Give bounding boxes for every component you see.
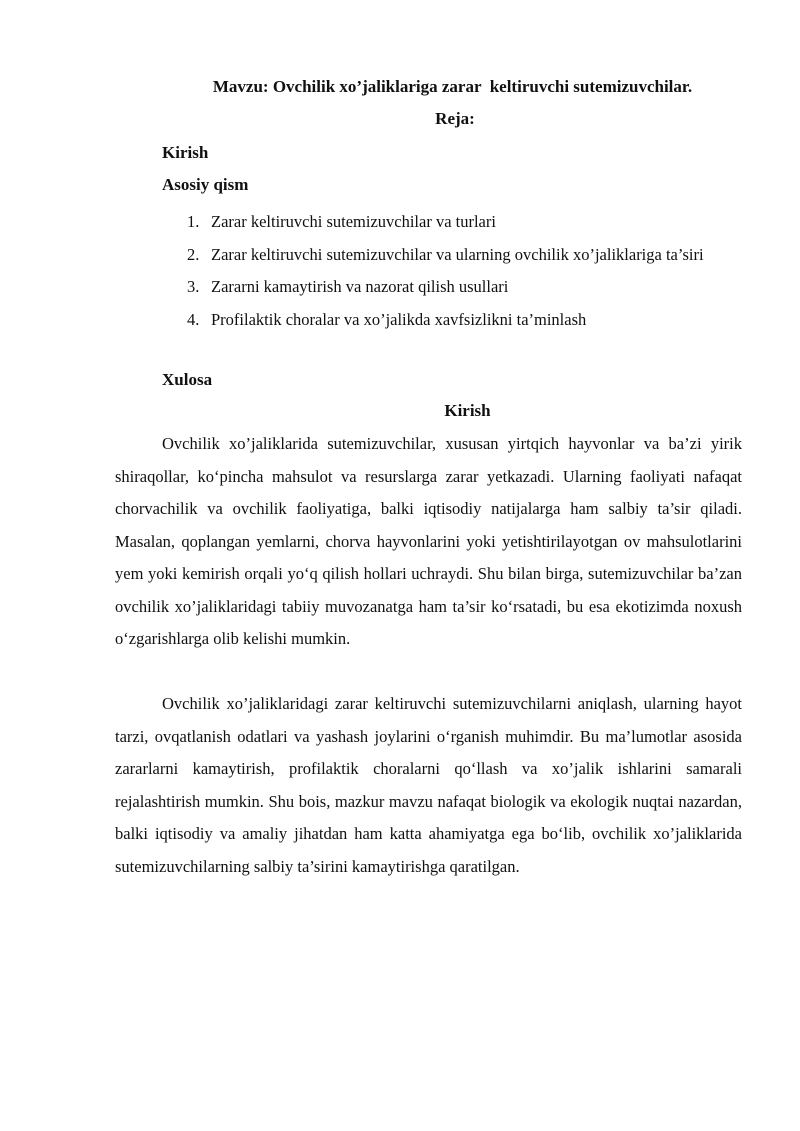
plan-list-item	[187, 239, 747, 272]
plan-list-item	[187, 271, 747, 304]
section-title: Kirish	[444, 401, 491, 420]
plan-heading: Reja:	[435, 109, 475, 128]
plan-item-number: 4.	[187, 309, 200, 329]
plan-item-number: 3.	[187, 277, 200, 296]
plan-item-text: Profilaktik choralar va xo’jalikda xavfsizlikni ta’minlash	[211, 309, 587, 329]
plan-item-text: Zarar keltiruvchi sutemizuvchilar va ularning ovchilik xo’jaliklariga ta’siri	[211, 244, 704, 264]
paragraph: Ovchilik xo’jaliklaridagi zarar keltiruvchi sutemizuvchilarni aniqlash, ularning hayot tarzi, ovqatlanish odatlari va yashash joylarini o‘rganish muhimdir. Bu ma’lumotlar asosida zararlarni kamaytirish, profilaktik choralarni qo‘llash va xo’jalik ishlarini samarali rejalashtirish mumkin. Shu bois, mazkur mavzu nafaqat biologik va ekologik nuqtai nazardan, balki iqtisodiy va amaliy jihatdan ham katta ahamiyatga ega bo‘lib, ovchilik xo’jaliklarida sutemizuvchilarning salbiy ta’sirini kamaytirishga qaratilgan.	[115, 694, 742, 876]
plan-list-item	[187, 304, 747, 337]
plan-item-number: 1.	[187, 212, 200, 231]
plan-list	[187, 206, 747, 336]
document-title: Mavzu: Ovchilik xo’jaliklariga zarar keltiruvchi sutemizuvchilar.	[212, 77, 693, 96]
plan-conclusion: Xulosa	[162, 370, 213, 389]
plan-main-part: Asosiy qism	[162, 175, 249, 194]
plan-item-text: Zarar keltiruvchi sutemizuvchilar va turlari	[211, 212, 496, 231]
plan-item-text: Zararni kamaytirish va nazorat qilish usullari	[211, 277, 509, 296]
plan-item-number: 2.	[187, 244, 200, 264]
paragraph: Ovchilik xo’jaliklarida sutemizuvchilar, xususan yirtqich hayvonlar va ba’zi yirik shiraqollar, ko‘pincha mahsulot va resurslarga zarar yetkazadi. Ularning faoliyati nafaqat chorvachilik va ovchilik faoliyatiga, balki iqtisodiy natijalarga ham salbiy ta’sir qiladi. Masalan, qoplangan yemlarni, chorva hayvonlarini yoki yetishtirilayotgan ov mahsulotlarini yem yoki kemirish orqali yo‘q qilish hollari uchraydi. Shu bilan birga, sutemizuvchilar ba’zan ovchilik xo’jaliklaridagi tabiiy muvozanatga ham ta’sir ko‘rsatadi, bu esa ekotizimda noxush o‘zgarishlarga olib kelishi mumkin.	[115, 434, 742, 648]
plan-intro: Kirish	[162, 143, 209, 162]
plan-list-item	[187, 206, 747, 239]
